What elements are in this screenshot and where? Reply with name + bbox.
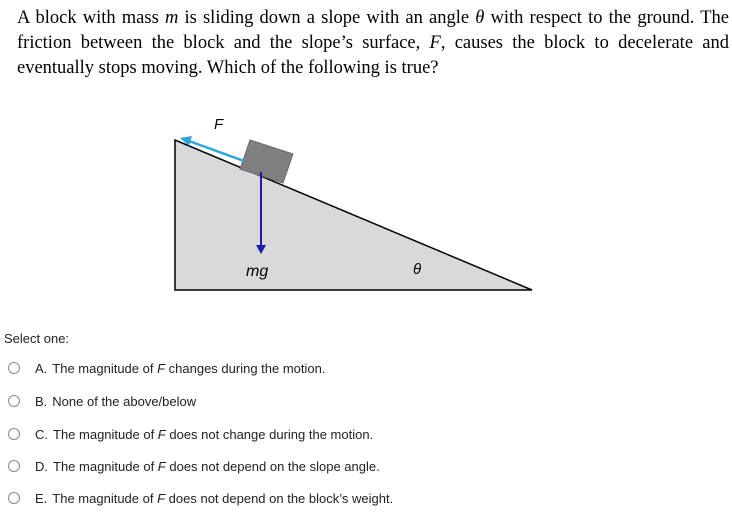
- option-d[interactable]: [8, 455, 528, 477]
- option-variable: F: [157, 426, 166, 442]
- option-b[interactable]: [8, 390, 528, 412]
- option-letter: A.: [35, 360, 48, 376]
- radio-button-b[interactable]: [8, 395, 20, 407]
- slope-triangle: [175, 140, 532, 290]
- option-text-part: does not change during the motion.: [165, 426, 374, 442]
- mass-variable: m: [164, 8, 179, 28]
- option-text-part: The magnitude of: [53, 458, 158, 474]
- weight-label: mg: [246, 263, 269, 280]
- option-letter: B.: [35, 393, 48, 409]
- option-text: [53, 427, 373, 442]
- angle-variable: θ: [475, 8, 485, 28]
- option-text: [53, 459, 380, 474]
- option-variable: F: [157, 458, 166, 474]
- radio-button-c[interactable]: [8, 428, 20, 440]
- option-text-part: changes during the motion.: [165, 360, 326, 376]
- question-text-part: A block with mass: [17, 8, 165, 28]
- question-text-part: is sliding down a slope with an angle: [178, 8, 476, 28]
- option-letter: D.: [35, 458, 48, 474]
- option-text: [52, 491, 393, 506]
- option-variable: F: [157, 360, 166, 376]
- select-one-label: Select one:: [4, 331, 70, 346]
- option-text-part: The magnitude of: [52, 360, 158, 376]
- option-c[interactable]: [8, 423, 528, 445]
- option-text-part: does not depend on the slope angle.: [165, 458, 380, 474]
- option-text-part: does not depend on the block’s weight.: [165, 490, 394, 506]
- option-letter: E.: [35, 490, 48, 506]
- option-variable: F: [157, 490, 166, 506]
- radio-button-a[interactable]: [8, 362, 20, 374]
- option-text-part: The magnitude of: [53, 426, 158, 442]
- question-text-part: with respect to the ground. The friction between the block and the slope’s surface,: [17, 8, 729, 53]
- radio-button-e[interactable]: [8, 492, 20, 504]
- option-text-part: None of the above/below: [52, 393, 197, 409]
- friction-variable: F: [429, 33, 441, 53]
- question-text-part: , causes the block to decelerate and eventually stops moving. Which of the following is true?: [17, 33, 729, 78]
- option-text: [52, 361, 325, 376]
- friction-label: F: [214, 116, 224, 133]
- option-a[interactable]: [8, 357, 528, 379]
- radio-button-d[interactable]: [8, 460, 20, 472]
- option-e[interactable]: [8, 487, 528, 509]
- option-text-part: The magnitude of: [52, 490, 158, 506]
- option-letter: C.: [35, 426, 48, 442]
- angle-label: θ: [413, 261, 422, 278]
- option-text: [52, 394, 196, 409]
